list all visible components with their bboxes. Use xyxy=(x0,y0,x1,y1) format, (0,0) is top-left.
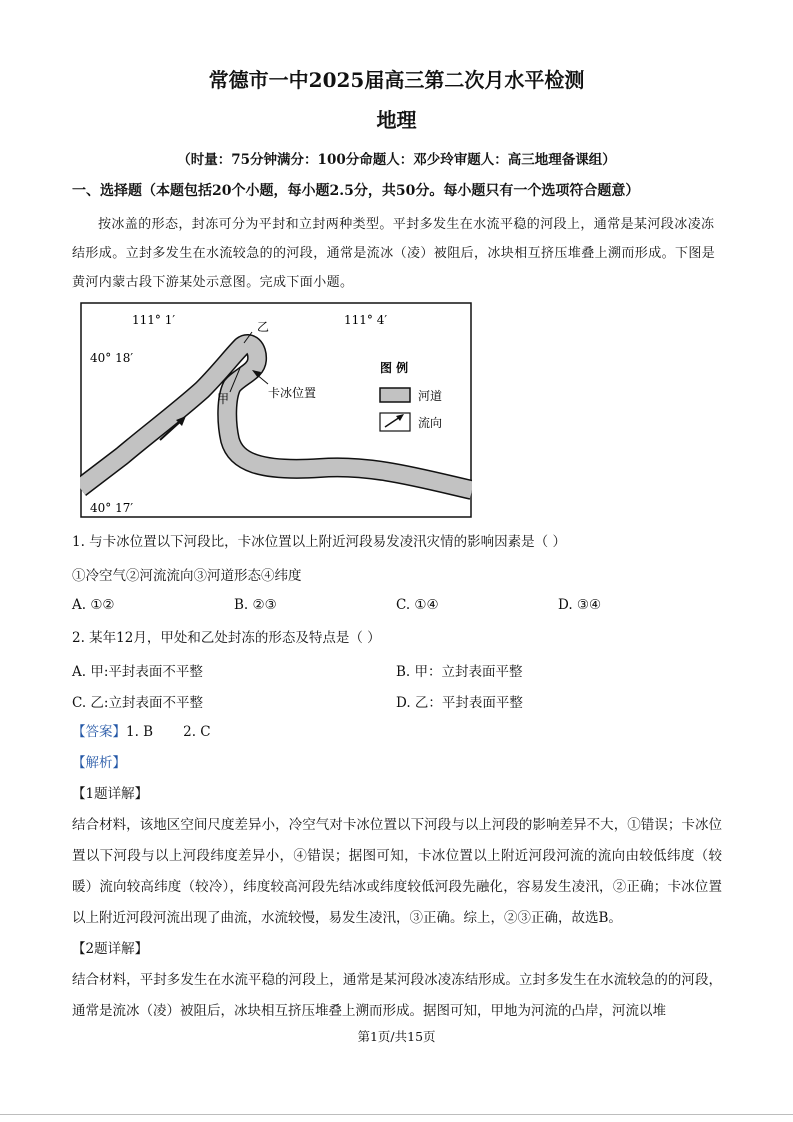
river-map-figure xyxy=(80,302,472,518)
question-2-option-b: B. 甲：立封表面平整 xyxy=(396,664,523,680)
legend-river-swatch xyxy=(380,388,410,402)
lat-bottom-label: 40° 17′ xyxy=(90,501,134,515)
label-yi: 乙 xyxy=(257,320,270,334)
legend-river-label: 河道 xyxy=(418,389,443,403)
detail-2-label: 【2题详解】 xyxy=(72,941,149,957)
exam-meta: （时量：75分钟满分：100分命题人：邓少玲审题人：高三地理备课组） xyxy=(177,152,616,168)
question-2-option-a: A. 甲:平封表面不平整 xyxy=(72,664,203,680)
label-ice-position: 卡冰位置 xyxy=(268,386,317,400)
question-1-option-a: A. ①② xyxy=(72,597,115,613)
page-footer: 第1页/共15页 xyxy=(357,1029,436,1044)
section-heading: 一、选择题（本题包括20个小题，每小题2.5分，共50分。每小题只有一个选项符合题意） xyxy=(72,183,640,199)
detail-1-label: 【1题详解】 xyxy=(72,786,149,802)
answer-value: 1. B 2. C xyxy=(126,724,211,740)
answer-label: 【答案】 xyxy=(72,724,126,740)
question-1-factors: ①冷空气②河流流向③河道形态④纬度 xyxy=(72,568,302,584)
bottom-divider xyxy=(0,1114,793,1115)
lat-top-label: 40° 18′ xyxy=(90,351,134,365)
question-1-option-b: B. ②③ xyxy=(234,597,277,613)
detail-1-text: 结合材料，该地区空间尺度差异小，冷空气对卡冰位置以下河段与以上河段的影响差异不大，①错误；卡冰位置以下河段与以上河段纬度差异小，④错误；据图可知，卡冰位置以上附近河段河流的流向由较低纬度（较暖）流向较高纬度（较冷），纬度较高河段先结冰或纬度较低河段先融化，容易发生凌汛，②正确；卡冰位置以上附近河段河流出现了曲流，水流较慢，易发生凌汛，③正确。综上，②③正确，故选B。 xyxy=(72,817,722,926)
legend-flow-swatch xyxy=(380,413,410,431)
answer-line xyxy=(72,722,211,742)
question-2-stem: 2. 某年12月，甲处和乙处封冻的形态及特点是（ ） xyxy=(72,630,381,646)
analysis-label: 【解析】 xyxy=(72,755,126,771)
exam-title: 常德市一中2025届高三第二次月水平检测 xyxy=(208,68,585,92)
question-1-option-d: D. ③④ xyxy=(558,597,602,613)
detail-2-text: 结合材料，平封多发生在水流平稳的河段上，通常是某河段冰凌冻结形成。立封多发生在水流较急的的河段，通常是流冰（凌）被阻后，冰块相互挤压堆叠上溯而形成。据图可知，甲地为河流的凸岸，河流以堆 xyxy=(72,972,722,1019)
question-1-option-c: C. ①④ xyxy=(396,597,439,613)
intro-paragraph: 按冰盖的形态，封冻可分为平封和立封两种类型。平封多发生在水流平稳的河段上，通常是某河段冰凌冻结形成。立封多发生在水流较急的的河段，通常是流冰（凌）被阻后，冰块相互挤压堆叠上溯而形成。下图是黄河内蒙古段下游某处示意图。完成下面小题。 xyxy=(72,217,716,290)
lon-left-label: 111° 1′ xyxy=(132,313,176,327)
question-2-option-d: D. 乙：平封表面平整 xyxy=(396,695,523,711)
label-jia: 甲 xyxy=(217,392,230,406)
lon-right-label: 111° 4′ xyxy=(344,313,388,327)
question-1-stem: 1. 与卡冰位置以下河段比，卡冰位置以上附近河段易发凌汛灾情的影响因素是（ ） xyxy=(72,534,566,550)
subject-title: 地理 xyxy=(376,108,417,132)
legend-flow-label: 流向 xyxy=(418,416,443,430)
legend-title: 图 例 xyxy=(380,361,409,375)
question-2-option-c: C. 乙:立封表面不平整 xyxy=(72,695,203,711)
